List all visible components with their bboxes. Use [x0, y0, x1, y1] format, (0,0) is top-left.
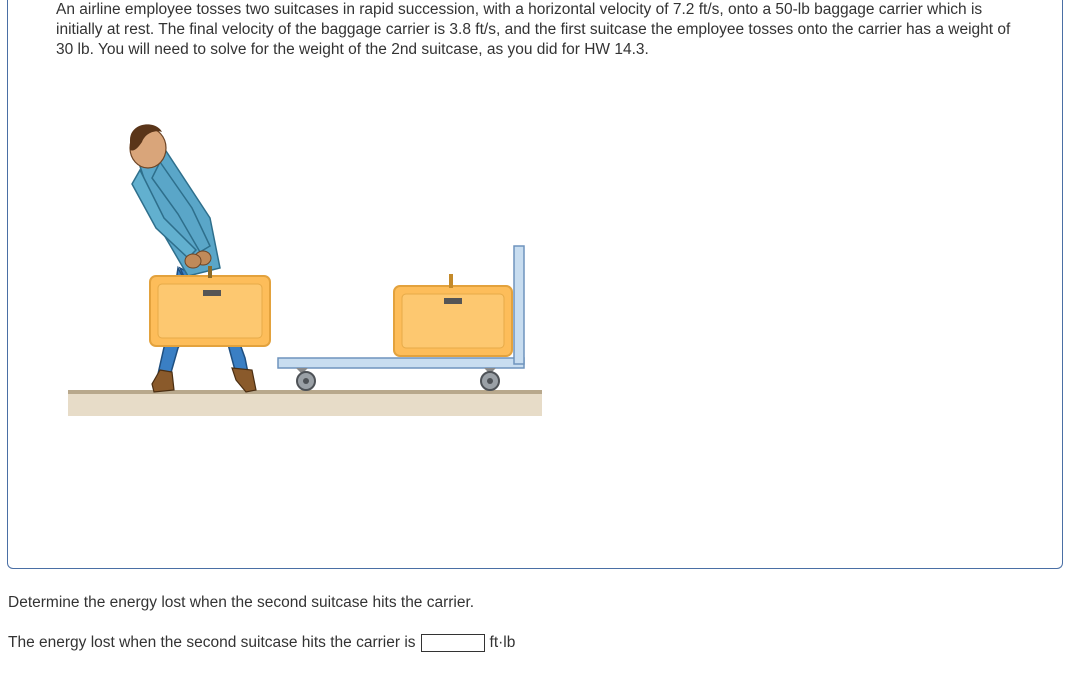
problem-statement: An airline employee tosses two suitcases in rapid succession, with a horizontal velocity of 7.2 ft/s, onto a 50-lb baggage carrier which is initially at rest. The final velocity of the baggage carrier is 3.8 ft/s, and the first suitcase the employee tosses onto the carrier has a weight of 30 lb. You will need to solve for the weight of the 2nd suitcase, as you did for HW 14.3.	[56, 1, 1011, 58]
energy-lost-input[interactable]	[421, 634, 485, 652]
problem-figure	[60, 118, 542, 420]
problem-panel	[7, 0, 1063, 569]
unit-label: ft·lb	[489, 634, 516, 651]
employee	[130, 124, 256, 392]
question-prompt: Determine the energy lost when the second suitcase hits the carrier.	[8, 594, 475, 611]
answer-label: The energy lost when the second suitcase hits the carrier is	[8, 634, 416, 651]
ground	[68, 392, 542, 416]
suitcase-one	[150, 266, 270, 346]
answer-row	[8, 632, 515, 654]
suitcase-two	[394, 274, 512, 356]
